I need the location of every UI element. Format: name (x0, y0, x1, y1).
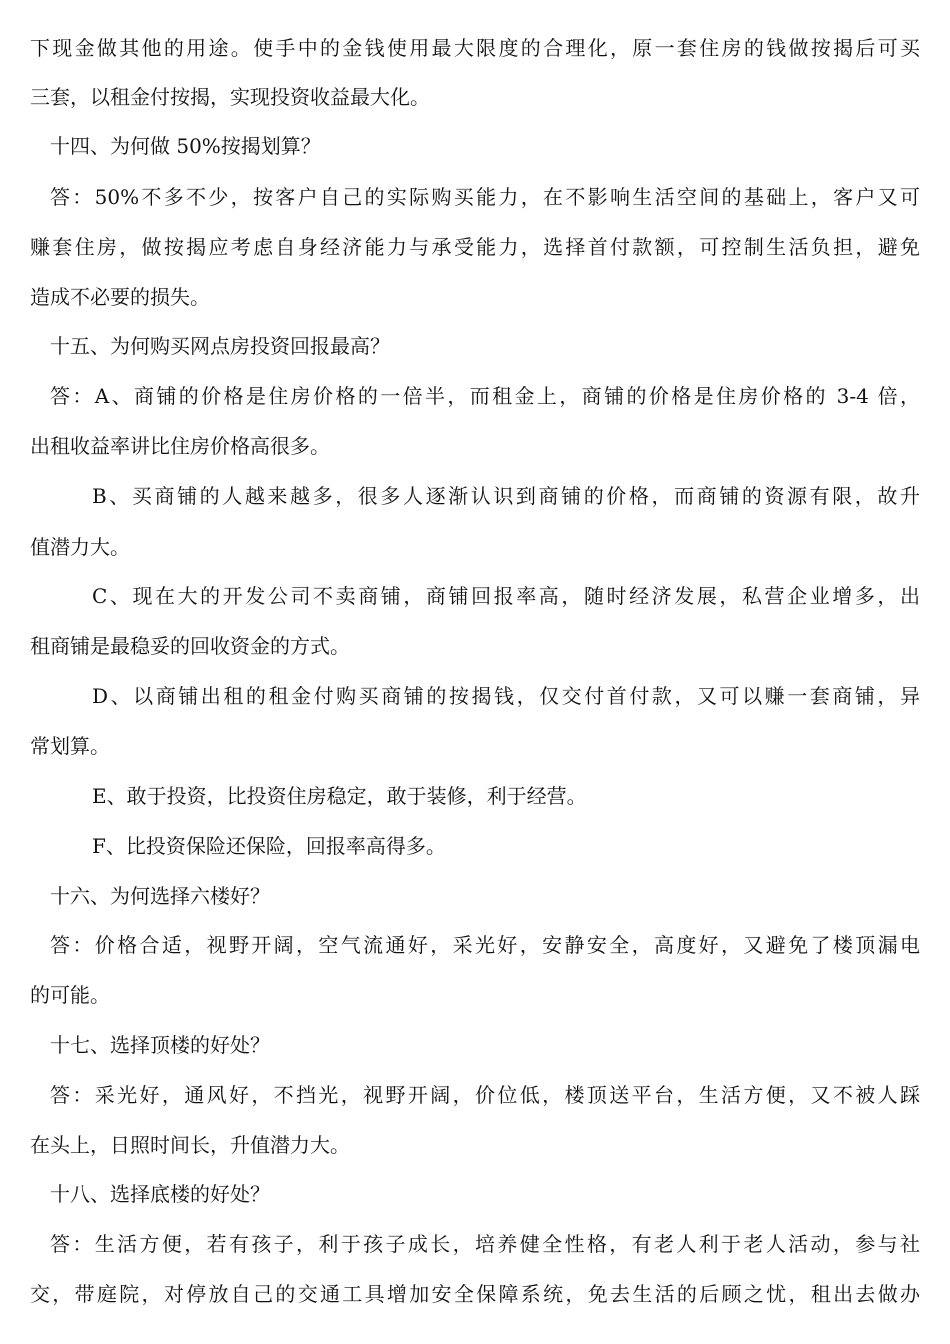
section-heading: 十八、选择底楼的好处？ (50, 1182, 270, 1206)
text-line: 值潜力大。 (30, 535, 130, 559)
section-heading: 十四、为何做 50%按揭划算？ (50, 134, 321, 158)
text-line: 答：A、商铺的价格是住房价格的一倍半，而租金上，商铺的价格是住房价格的 3-4 倍， (50, 384, 920, 408)
text-line: E、敢于投资，比投资住房稳定，敢于装修，利于经营。 (92, 784, 587, 808)
text-line: 的可能。 (30, 983, 110, 1007)
text-line: F、比投资保险还保险，回报率高得多。 (92, 834, 446, 858)
text-line: B、买商铺的人越来越多，很多人逐渐认识到商铺的价格，而商铺的资源有限，故升 (92, 484, 920, 508)
text-line: 答：生活方便，若有孩子，利于孩子成长，培养健全性格，有老人利于老人活动，参与社 (50, 1232, 920, 1256)
text-line: 赚套住房，做按揭应考虑自身经济能力与承受能力，选择首付款额，可控制生活负担，避免 (30, 235, 920, 259)
text-line: 租商铺是最稳妥的回收资金的方式。 (30, 634, 350, 658)
text-line: 三套，以租金付按揭，实现投资收益最大化。 (30, 85, 430, 109)
text-line: 在头上，日照时间长，升值潜力大。 (30, 1133, 350, 1157)
section-heading: 十五、为何购买网点房投资回报最高？ (50, 334, 390, 358)
text-line: D、以商铺出租的租金付购买商铺的按揭钱，仅交付首付款，又可以赚一套商铺，异 (92, 684, 920, 708)
text-line: 下现金做其他的用途。使手中的金钱使用最大限度的合理化，原一套住房的钱做按揭后可买 (30, 36, 920, 60)
section-heading: 十六、为何选择六楼好？ (50, 884, 270, 908)
text-line: 交，带庭院，对停放自己的交通工具增加安全保障系统，免去生活的后顾之忧，租出去做办 (30, 1282, 920, 1306)
text-line: 常划算。 (30, 734, 110, 758)
text-line: 答：50%不多不少，按客户自己的实际购买能力，在不影响生活空间的基础上，客户又可 (50, 185, 920, 209)
text-line: 答：价格合适，视野开阔，空气流通好，采光好，安静安全，高度好，又避免了楼顶漏电 (50, 933, 920, 957)
text-line: 出租收益率讲比住房价格高很多。 (30, 434, 330, 458)
section-heading: 十七、选择顶楼的好处？ (50, 1033, 270, 1057)
text-line: C、现在大的开发公司不卖商铺，商铺回报率高，随时经济发展，私营企业增多，出 (92, 584, 920, 608)
text-line: 造成不必要的损失。 (30, 285, 210, 309)
text-line: 答：采光好，通风好，不挡光，视野开阔，价位低，楼顶送平台，生活方便，又不被人踩 (50, 1083, 920, 1107)
